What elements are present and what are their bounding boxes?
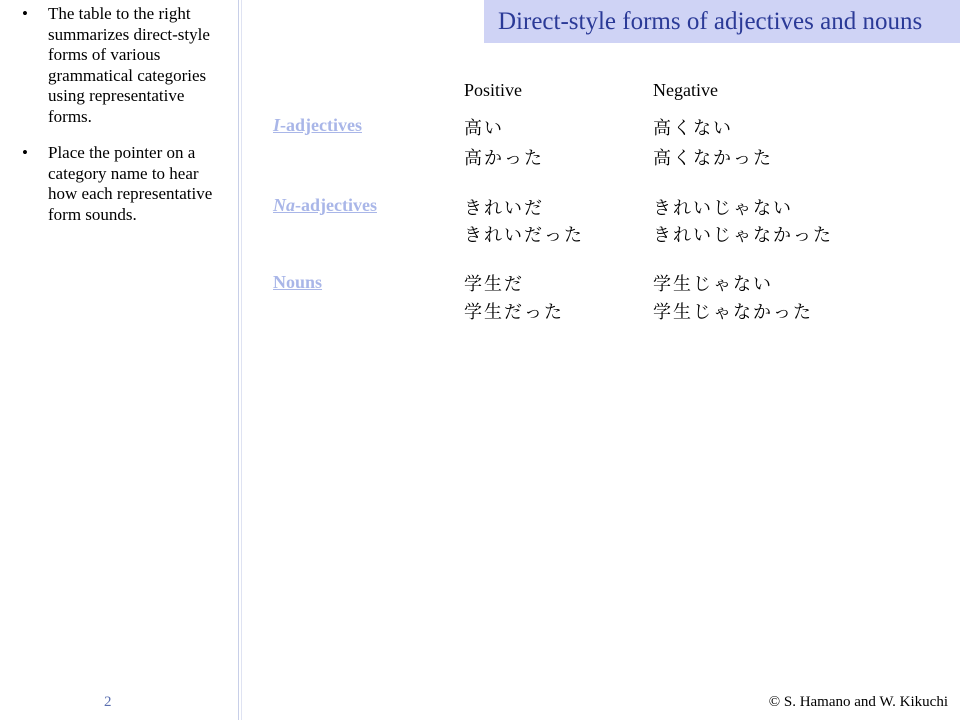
form-cell: 高くなかった: [653, 148, 773, 169]
notes-bullet-text: The table to the right summarizes direct-style forms of various grammatical categories using representative forms.: [48, 4, 210, 126]
form-cell: 学生だった: [464, 302, 564, 323]
category-link-i-adjectives[interactable]: [273, 115, 362, 136]
bullet-icon: •: [22, 4, 28, 23]
form-cell: 学生じゃない: [653, 274, 773, 295]
copyright-notice: © S. Hamano and W. Kikuchi: [768, 694, 948, 710]
bullet-icon: •: [22, 143, 28, 162]
form-cell: 高い: [464, 118, 504, 139]
column-header-negative: Negative: [653, 80, 718, 100]
notes-bullet-text: Place the pointer on a category name to hear how each representative form sounds.: [48, 143, 213, 224]
form-cell: 高くない: [653, 118, 733, 139]
notes-bullet-item: [22, 143, 230, 225]
form-cell: きれいだった: [464, 225, 584, 246]
category-italic-part: I: [273, 115, 281, 135]
category-italic-part: Na: [273, 195, 295, 215]
form-cell: きれいだ: [464, 198, 544, 219]
column-header-positive: Positive: [464, 80, 523, 100]
notes-panel: [0, 0, 238, 720]
panel-divider-shadow: [241, 0, 242, 720]
title-bar: [484, 0, 960, 43]
form-cell: 学生じゃなかった: [653, 302, 813, 323]
form-cell: 高かった: [464, 148, 544, 169]
category-rest-part: -adjectives: [295, 195, 377, 215]
notes-bullet-item: [22, 4, 230, 127]
notes-list: [22, 4, 230, 241]
category-rest-part: Nouns: [273, 272, 323, 292]
panel-divider: [238, 0, 239, 720]
form-cell: きれいじゃない: [653, 198, 793, 219]
page-number: 2: [104, 694, 112, 710]
category-rest-part: -adjectives: [280, 115, 362, 135]
slide-title: Direct-style forms of adjectives and nouns: [498, 8, 923, 35]
category-link-nouns[interactable]: [273, 272, 322, 293]
form-cell: きれいじゃなかった: [653, 225, 833, 246]
category-link-na-adjectives[interactable]: [273, 195, 377, 216]
form-cell: 学生だ: [464, 274, 524, 295]
